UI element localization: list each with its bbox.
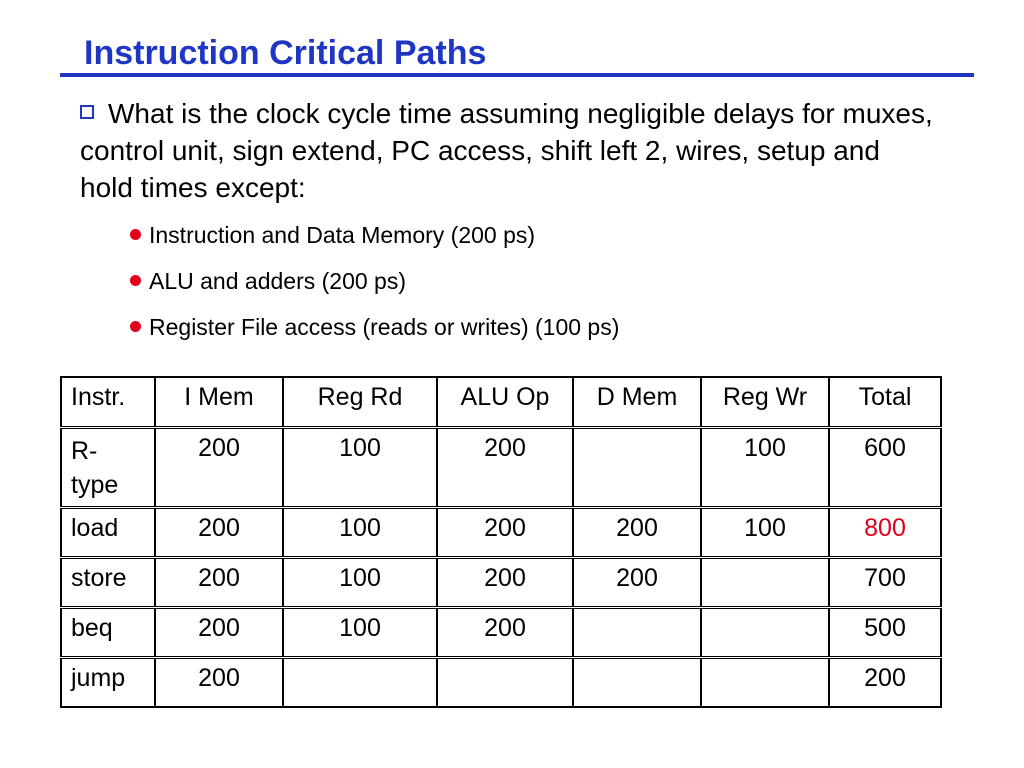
table-cell: 200 (829, 657, 941, 707)
table-cell: load (61, 507, 155, 557)
table-cell: 200 (573, 557, 701, 607)
table-cell: 200 (155, 507, 283, 557)
table-cell (701, 607, 829, 657)
table-cell: store (61, 557, 155, 607)
table-cell: 100 (283, 427, 437, 507)
table-header-cell: Reg Rd (283, 377, 437, 427)
sub-bullet-alu (130, 268, 406, 295)
table-cell: 200 (155, 557, 283, 607)
table-cell (573, 607, 701, 657)
table-cell: 200 (437, 507, 573, 557)
table-cell: 200 (155, 607, 283, 657)
table-cell: 700 (829, 557, 941, 607)
table-cell: R- type (61, 427, 155, 507)
sub-bullet-text: ALU and adders (200 ps) (149, 268, 406, 294)
table-cell-highlight: 800 (829, 507, 941, 557)
table-header-cell: I Mem (155, 377, 283, 427)
table-row (61, 607, 941, 657)
table-header-cell: ALU Op (437, 377, 573, 427)
table-header-cell: Total (829, 377, 941, 427)
round-bullet-icon (130, 321, 141, 332)
table-cell: 100 (283, 607, 437, 657)
table-cell: beq (61, 607, 155, 657)
critical-path-table (60, 376, 942, 708)
table-row (61, 657, 941, 707)
table-cell: 100 (701, 507, 829, 557)
table-cell: 600 (829, 427, 941, 507)
slide-title: Instruction Critical Paths (84, 34, 487, 72)
table-header-cell: D Mem (573, 377, 701, 427)
table-cell (573, 427, 701, 507)
table-cell: 200 (437, 607, 573, 657)
sub-bullet-memory (130, 222, 535, 249)
table-cell: jump (61, 657, 155, 707)
table-cell: 100 (283, 557, 437, 607)
table-cell (701, 657, 829, 707)
table-cell: 100 (283, 507, 437, 557)
sub-bullet-text: Register File access (reads or writes) (100 ps) (149, 314, 620, 340)
table-cell (573, 657, 701, 707)
sub-bullet-text: Instruction and Data Memory (200 ps) (149, 222, 536, 248)
table-cell: 200 (573, 507, 701, 557)
table-row (61, 557, 941, 607)
table-header-cell: Instr. (61, 377, 155, 427)
table-cell: 100 (701, 427, 829, 507)
table-row (61, 427, 941, 507)
main-bullet-text: What is the clock cycle time assuming negligible delays for muxes, control unit, sign extend, PC access, shift left 2, wires, setup and hold times except: (80, 98, 933, 203)
table-cell: 200 (437, 557, 573, 607)
table-cell: 200 (155, 657, 283, 707)
table-row (61, 507, 941, 557)
main-bullet (80, 95, 940, 206)
round-bullet-icon (130, 275, 141, 286)
table-header-row (61, 377, 941, 427)
table-cell (437, 657, 573, 707)
table-cell (283, 657, 437, 707)
table-header-cell: Reg Wr (701, 377, 829, 427)
table-cell: 500 (829, 607, 941, 657)
sub-bullet-register (130, 314, 619, 341)
round-bullet-icon (130, 229, 141, 240)
table-cell: 200 (155, 427, 283, 507)
title-underline (60, 73, 974, 77)
table-cell: 200 (437, 427, 573, 507)
square-bullet-icon (80, 105, 94, 119)
table-cell (701, 557, 829, 607)
